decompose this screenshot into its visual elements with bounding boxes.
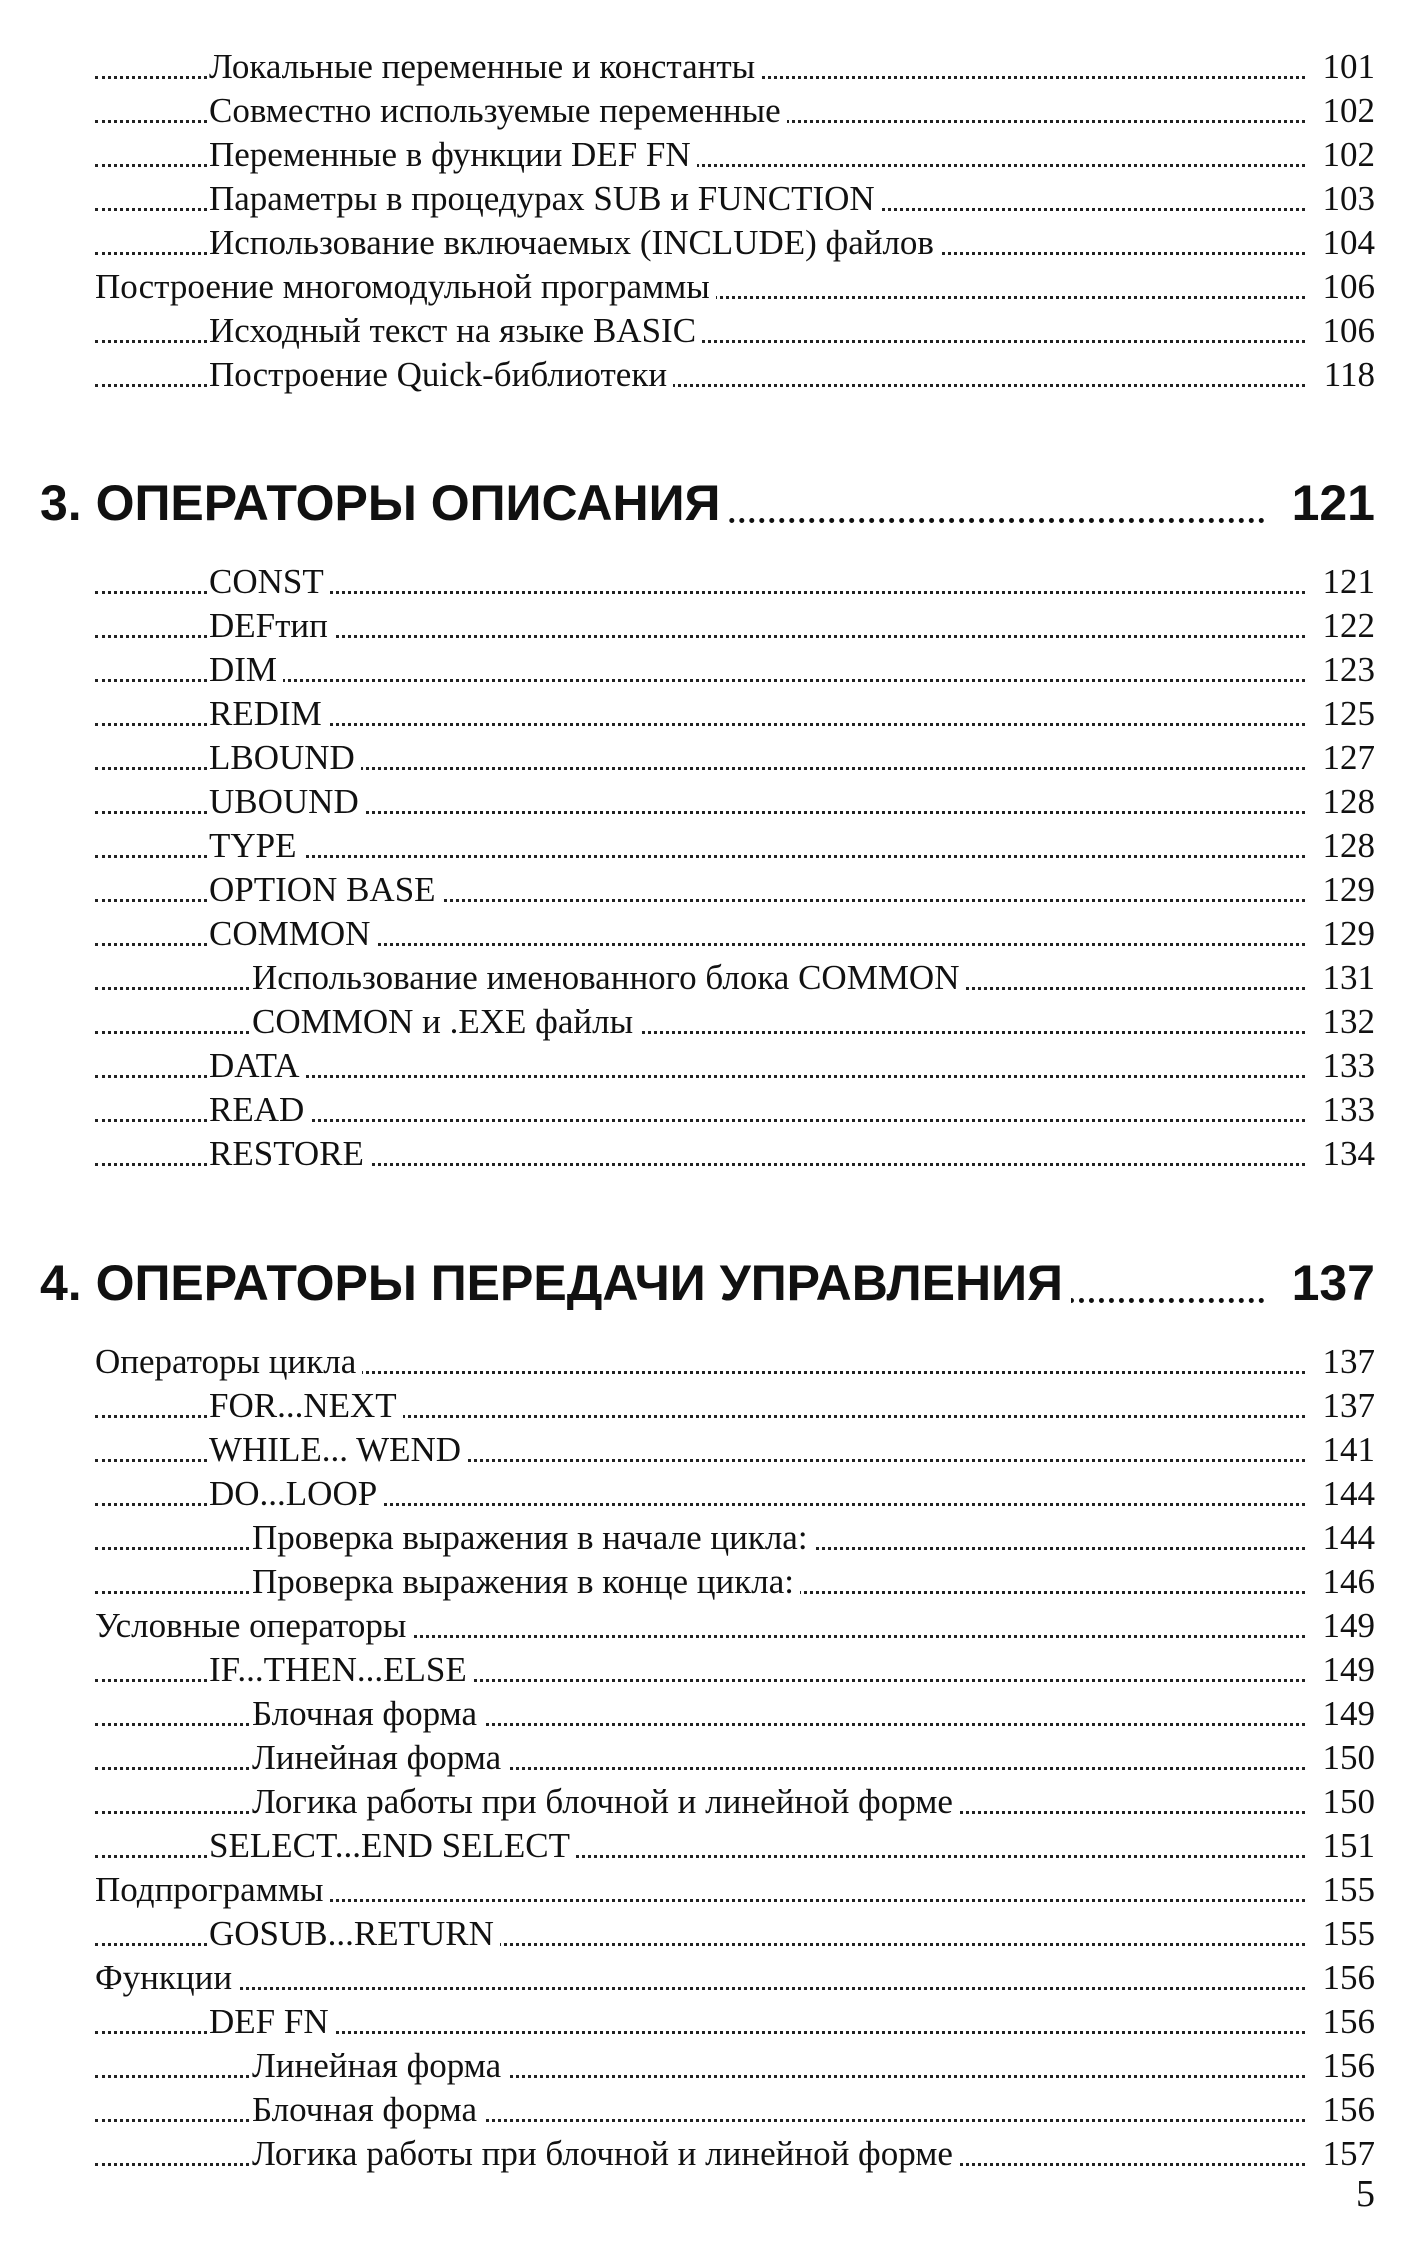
chapter-3-heading (40, 468, 1375, 538)
toc-entry (95, 1560, 1375, 1604)
toc-entry-page: 121 (1317, 560, 1376, 604)
toc-entry-page: 133 (1317, 1088, 1376, 1132)
toc-entry-title: Линейная форма (252, 2044, 507, 2088)
toc-entry-title: UBOUND (209, 780, 365, 824)
chapter-page: 121 (1284, 468, 1375, 538)
toc-entry-title: COMMON и .EXE файлы (252, 1000, 639, 1044)
toc-entry-title: Построение многомодульной программы (95, 265, 716, 309)
toc-entry-page: 156 (1317, 2044, 1376, 2088)
toc-entry-title: CONST (209, 560, 330, 604)
toc-entry-page: 129 (1317, 912, 1376, 956)
toc-entry-page: 144 (1317, 1472, 1376, 1516)
toc-entry-page: 129 (1317, 868, 1376, 912)
toc-entry-page: 149 (1317, 1692, 1376, 1736)
toc-entry-title: Построение Quick-библиотеки (209, 353, 673, 397)
toc-entry-title: Условные операторы (95, 1604, 412, 1648)
toc-entry-title: DEF FN (209, 2000, 335, 2044)
toc-entry-title: Переменные в функции DEF FN (209, 133, 697, 177)
toc-entry-title: Логика работы при блочной и линейной форме (252, 1780, 959, 1824)
toc-entry-title: DIM (209, 648, 283, 692)
toc-section-chapter-3 (95, 560, 1375, 1176)
toc-entry (95, 604, 1375, 648)
toc-entry (95, 177, 1375, 221)
toc-entry-title: Операторы цикла (95, 1340, 362, 1384)
toc-entry-page: 133 (1317, 1044, 1376, 1088)
toc-entry (95, 133, 1375, 177)
toc-entry (95, 265, 1375, 309)
toc-entry-title: Логика работы при блочной и линейной форме (252, 2132, 959, 2176)
toc-entry (95, 1868, 1375, 1912)
toc-entry-title: Исходный текст на языке BASIC (209, 309, 702, 353)
toc-entry-title: Линейная форма (252, 1736, 507, 1780)
page-number: 5 (1356, 2173, 1375, 2215)
toc-entry-page: 149 (1317, 1604, 1376, 1648)
toc-entry-page: 102 (1317, 133, 1376, 177)
toc-entry-title: Блочная форма (252, 2088, 483, 2132)
toc-entry-title: Подпрограммы (95, 1868, 330, 1912)
toc-entry (95, 692, 1375, 736)
toc-entry (95, 1912, 1375, 1956)
toc-entry-page: 132 (1317, 1000, 1376, 1044)
toc-entry-title: Локальные переменные и константы (209, 45, 761, 89)
toc-entry-page: 155 (1317, 1912, 1376, 1956)
toc-entry-page: 149 (1317, 1648, 1376, 1692)
toc-entry-page: 137 (1317, 1340, 1376, 1384)
toc-entry (95, 1956, 1375, 2000)
toc-entry-page: 146 (1317, 1560, 1376, 1604)
toc-entry (95, 2132, 1375, 2176)
toc-entry-title: COMMON (209, 912, 376, 956)
toc-entry-page: 118 (1318, 353, 1375, 397)
toc-entry-title: RESTORE (209, 1132, 370, 1176)
toc-entry-title: WHILE... WEND (209, 1428, 467, 1472)
toc-entry (95, 1044, 1375, 1088)
toc-entry-page: 123 (1317, 648, 1376, 692)
toc-entry-title: Параметры в процедурах SUB и FUNCTION (209, 177, 881, 221)
toc-entry-page: 151 (1317, 1824, 1376, 1868)
toc-entry-title: Совместно используемые переменные (209, 89, 787, 133)
toc-entry (95, 648, 1375, 692)
dot-leader (95, 1987, 1305, 1990)
toc-entry (95, 45, 1375, 89)
toc-entry (95, 1648, 1375, 1692)
toc-entry-title: GOSUB...RETURN (209, 1912, 500, 1956)
toc-entry-page: 127 (1317, 736, 1376, 780)
toc-entry (95, 780, 1375, 824)
toc-entry-title: LBOUND (209, 736, 361, 780)
toc-entry-title: DO...LOOP (209, 1472, 383, 1516)
toc-entry (95, 824, 1375, 868)
toc-entry-page: 122 (1317, 604, 1376, 648)
toc-entry-page: 106 (1317, 265, 1376, 309)
toc-entry (95, 1472, 1375, 1516)
toc-entry (95, 736, 1375, 780)
toc-entry (95, 956, 1375, 1000)
toc-entry (95, 2044, 1375, 2088)
toc-entry (95, 309, 1375, 353)
toc-entry-page: 155 (1317, 1868, 1376, 1912)
toc-entry (95, 1340, 1375, 1384)
toc-entry (95, 2088, 1375, 2132)
toc-entry-page: 125 (1317, 692, 1376, 736)
toc-entry-title: SELECT...END SELECT (209, 1824, 576, 1868)
toc-entry (95, 1736, 1375, 1780)
toc-entry-title: Блочная форма (252, 1692, 483, 1736)
chapter-title: 4. ОПЕРАТОРЫ ПЕРЕДАЧИ УПРАВЛЕНИЯ (40, 1248, 1071, 1318)
toc-entry-page: 137 (1317, 1384, 1376, 1428)
toc-entry-page: 144 (1317, 1516, 1376, 1560)
toc-entry-page: 128 (1317, 780, 1376, 824)
toc-entry-page: 103 (1317, 177, 1376, 221)
toc-entry (95, 1428, 1375, 1472)
toc-section-chapter-4 (95, 1340, 1375, 2176)
toc-entry-title: Использование именованного блока COMMON (252, 956, 966, 1000)
toc-entry-page: 102 (1317, 89, 1376, 133)
toc-entry (95, 353, 1375, 397)
toc-entry-title: READ (209, 1088, 310, 1132)
toc-entry-page: 128 (1317, 824, 1376, 868)
toc-entry-title: FOR...NEXT (209, 1384, 403, 1428)
toc-entry-title: REDIM (209, 692, 328, 736)
toc-entry (95, 912, 1375, 956)
toc-entry-page: 156 (1317, 2000, 1376, 2044)
toc-entry (95, 868, 1375, 912)
toc-entry-title: TYPE (209, 824, 303, 868)
toc-entry-page: 106 (1317, 309, 1376, 353)
toc-entry-title: DATA (209, 1044, 306, 1088)
toc-entry (95, 560, 1375, 604)
toc-entry-page: 141 (1317, 1428, 1376, 1472)
toc-entry (95, 1824, 1375, 1868)
toc-entry-title: Проверка выражения в начале цикла: (252, 1516, 814, 1560)
toc-entry (95, 1088, 1375, 1132)
toc-entry (95, 1780, 1375, 1824)
toc-entry (95, 1604, 1375, 1648)
toc-entry-title: IF...THEN...ELSE (209, 1648, 473, 1692)
toc-entry (95, 89, 1375, 133)
toc-entry-page: 150 (1317, 1736, 1376, 1780)
toc-entry (95, 1516, 1375, 1560)
toc-entry-page: 150 (1317, 1780, 1376, 1824)
toc-entry-title: DEFтип (209, 604, 334, 648)
toc-entry-page: 157 (1317, 2132, 1376, 2176)
toc-entry-title: Функции (95, 1956, 238, 2000)
toc-entry-page: 104 (1317, 221, 1376, 265)
toc-entry-page: 156 (1317, 1956, 1376, 2000)
toc-entry-page: 101 (1317, 45, 1376, 89)
toc-entry (95, 2000, 1375, 2044)
toc-entry-title: Проверка выражения в конце цикла: (252, 1560, 800, 1604)
toc-entry-page: 156 (1317, 2088, 1376, 2132)
toc-entry (95, 221, 1375, 265)
toc-entry-page: 134 (1317, 1132, 1376, 1176)
toc-entry (95, 1692, 1375, 1736)
toc-entry-title: Использование включаемых (INCLUDE) файлов (209, 221, 940, 265)
toc-entry (95, 1000, 1375, 1044)
toc-entry-title: OPTION BASE (209, 868, 442, 912)
toc-entry (95, 1132, 1375, 1176)
toc-section-top (95, 45, 1375, 397)
toc-entry-page: 131 (1317, 956, 1376, 1000)
toc-entry (95, 1384, 1375, 1428)
chapter-page: 137 (1284, 1248, 1375, 1318)
chapter-4-heading (40, 1248, 1375, 1318)
chapter-title: 3. ОПЕРАТОРЫ ОПИСАНИЯ (40, 468, 728, 538)
